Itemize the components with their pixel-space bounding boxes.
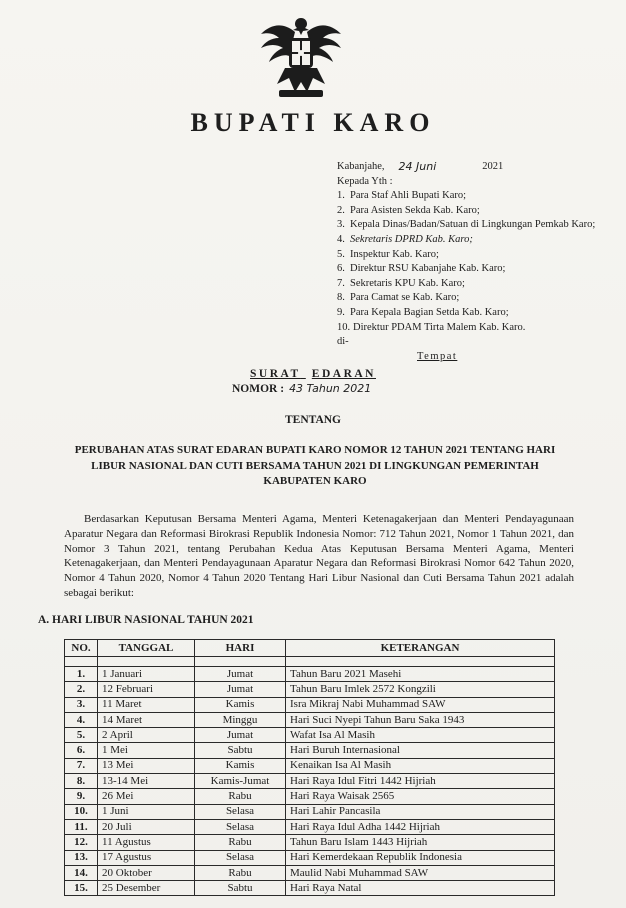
letter-place: Kabanjahe, [337,161,385,172]
list-item: 5. Inspektur Kab. Karo; [337,248,439,260]
list-item: 8. Para Camat se Kab. Karo; [337,292,460,304]
cell-no: 8. [65,774,98,789]
list-item: 1. Para Staf Ahli Bupati Karo; [337,190,467,202]
di-label: di- [337,336,349,348]
cell-tanggal: 25 Desember [98,881,195,896]
table-row [65,667,555,682]
cell-keterangan: Hari Raya Natal [286,881,555,896]
table-row [65,835,555,850]
holiday-table [64,639,555,896]
cell-tanggal: 13 Mei [98,758,195,773]
table-row [65,743,555,758]
cell-hari: Rabu [195,789,286,804]
cell-no: 5. [65,728,98,743]
body-paragraph: Berdasarkan Keputusan Bersama Menteri Agama, Menteri Ketenagakerjaan dan Menteri Pendayagunaan Aparatur Negara dan Reformasi Birokrasi Republik Indonesia Nomor: 712 Tahun 2021, Nomor 1 Tahun 2021, dan Nomor 3 Tahun 2021, tentang Perubahan Kedua Atas Keputusan Bersama Menteri Agama, Menteri Ketenagakerjaan, dan Menteri Pendayagunaan Aparatur Negara dan Reformasi Birokrasi Nomor 642 Tahun 2020, Nomor 4 Tahun 2020, Nomor 4 Tahun 2020 Tentang Hari Libur Nasional dan Cuti Bersama Tahun 2021 adalah sebagai berikut: [64,513,574,599]
cell-tanggal: 20 Juli [98,819,195,834]
cell-hari: Rabu [195,865,286,880]
cell-hari: Kamis [195,758,286,773]
cell-hari: Rabu [195,835,286,850]
cell-no: 14. [65,865,98,880]
letter-date-handwritten: 24 Juni [398,160,437,173]
cell-keterangan: Tahun Baru Islam 1443 Hijriah [286,835,555,850]
cell-hari: Sabtu [195,881,286,896]
cell-keterangan: Hari Raya Idul Fitri 1442 Hijriah [286,774,555,789]
cell-no: 11. [65,819,98,834]
table-spacer-row [65,657,555,667]
cell-no: 3. [65,697,98,712]
cell-keterangan: Maulid Nabi Muhammad SAW [286,865,555,880]
table-row [65,789,555,804]
list-item: 2. Para Asisten Sekda Kab. Karo; [337,204,480,216]
table-row [65,712,555,727]
cell-no: 10. [65,804,98,819]
table-row [65,758,555,773]
col-header-tanggal: TANGGAL [98,640,195,657]
cell-keterangan: Hari Kemerdekaan Republik Indonesia [286,850,555,865]
cell-tanggal: 20 Oktober [98,865,195,880]
cell-no: 1. [65,667,98,682]
cell-no: 9. [65,789,98,804]
cell-hari: Selasa [195,850,286,865]
cell-hari: Selasa [195,804,286,819]
list-item: 10. Direktur PDAM Tirta Malem Kab. Karo. [337,321,526,333]
cell-no: 7. [65,758,98,773]
surat-number: NOMOR : 43 Tahun 2021 [232,382,372,395]
table-row [65,865,555,880]
cell-tanggal: 13-14 Mei [98,774,195,789]
list-item: 4. Sekretaris DPRD Kab. Karo; [337,233,473,245]
tentang-heading: TENTANG [284,414,342,426]
table-row [65,697,555,712]
cell-keterangan: Hari Buruh Internasional [286,743,555,758]
cell-tanggal: 11 Agustus [98,835,195,850]
cell-tanggal: 2 April [98,728,195,743]
cell-tanggal: 1 Mei [98,743,195,758]
cell-tanggal: 26 Mei [98,789,195,804]
cell-no: 4. [65,712,98,727]
table-row [65,881,555,896]
cell-keterangan: Wafat Isa Al Masih [286,728,555,743]
table-row [65,819,555,834]
recipient-list [337,189,622,335]
cell-keterangan: Kenaikan Isa Al Masih [286,758,555,773]
kepada-label: Kepada Yth : [337,175,393,187]
section-a-heading: A. HARI LIBUR NASIONAL TAHUN 2021 [38,614,254,626]
cell-hari: Minggu [195,712,286,727]
list-item: 3. Kepala Dinas/Badan/Satuan di Lingkungan Pemkab Karo; [337,219,596,231]
tempat-label: Tempat [417,350,458,362]
cell-tanggal: 11 Maret [98,697,195,712]
cell-tanggal: 1 Juni [98,804,195,819]
cell-keterangan: Tahun Baru 2021 Masehi [286,667,555,682]
table-row [65,804,555,819]
cell-no: 12. [65,835,98,850]
cell-tanggal: 1 Januari [98,667,195,682]
col-header-hari: HARI [195,640,286,657]
cell-keterangan: Hari Lahir Pancasila [286,804,555,819]
table-row [65,850,555,865]
cell-hari: Kamis [195,697,286,712]
cell-keterangan: Isra Mikraj Nabi Muhammad SAW [286,697,555,712]
cell-tanggal: 14 Maret [98,712,195,727]
cell-hari: Kamis-Jumat [195,774,286,789]
letter-date [337,160,622,175]
cell-hari: Sabtu [195,743,286,758]
cell-keterangan: Hari Raya Waisak 2565 [286,789,555,804]
col-header-no: NO. [65,640,98,657]
list-item: 6. Direktur RSU Kabanjahe Kab. Karo; [337,263,506,275]
cell-keterangan: Hari Raya Idul Adha 1442 Hijriah [286,819,555,834]
table-row [65,774,555,789]
letter-meta [337,160,622,364]
cell-keterangan: Hari Suci Nyepi Tahun Baru Saka 1943 [286,712,555,727]
table-row [65,728,555,743]
surat-edaran-heading: SURAT EDARAN [250,368,376,380]
list-item: 7. Sekretaris KPU Kab. Karo; [337,277,465,289]
cell-keterangan: Tahun Baru Imlek 2572 Kongzili [286,682,555,697]
cell-tanggal: 17 Agustus [98,850,195,865]
cell-no: 15. [65,881,98,896]
cell-hari: Selasa [195,819,286,834]
col-header-keterangan: KETERANGAN [286,640,555,657]
list-item: 9. Para Kepala Bagian Setda Kab. Karo; [337,306,509,318]
cell-no: 13. [65,850,98,865]
cell-no: 6. [65,743,98,758]
surat-subject: PERUBAHAN ATAS SURAT EDARAN BUPATI KARO NOMOR 12 TAHUN 2021 TENTANG HARI LIBUR NASIONAL DAN CUTI BERSAMA TAHUN 2021 DI LINGKUNGAN PEMERINTAH KABUPATEN KARO [74,444,556,487]
cell-hari: Jumat [195,682,286,697]
letter-year: 2021 [482,161,504,172]
table-header-row [65,640,555,657]
table-row [65,682,555,697]
page-title: BUPATI KARO [190,108,436,137]
garuda-emblem-icon [255,12,347,104]
cell-hari: Jumat [195,667,286,682]
cell-no: 2. [65,682,98,697]
cell-tanggal: 12 Februari [98,682,195,697]
cell-hari: Jumat [195,728,286,743]
